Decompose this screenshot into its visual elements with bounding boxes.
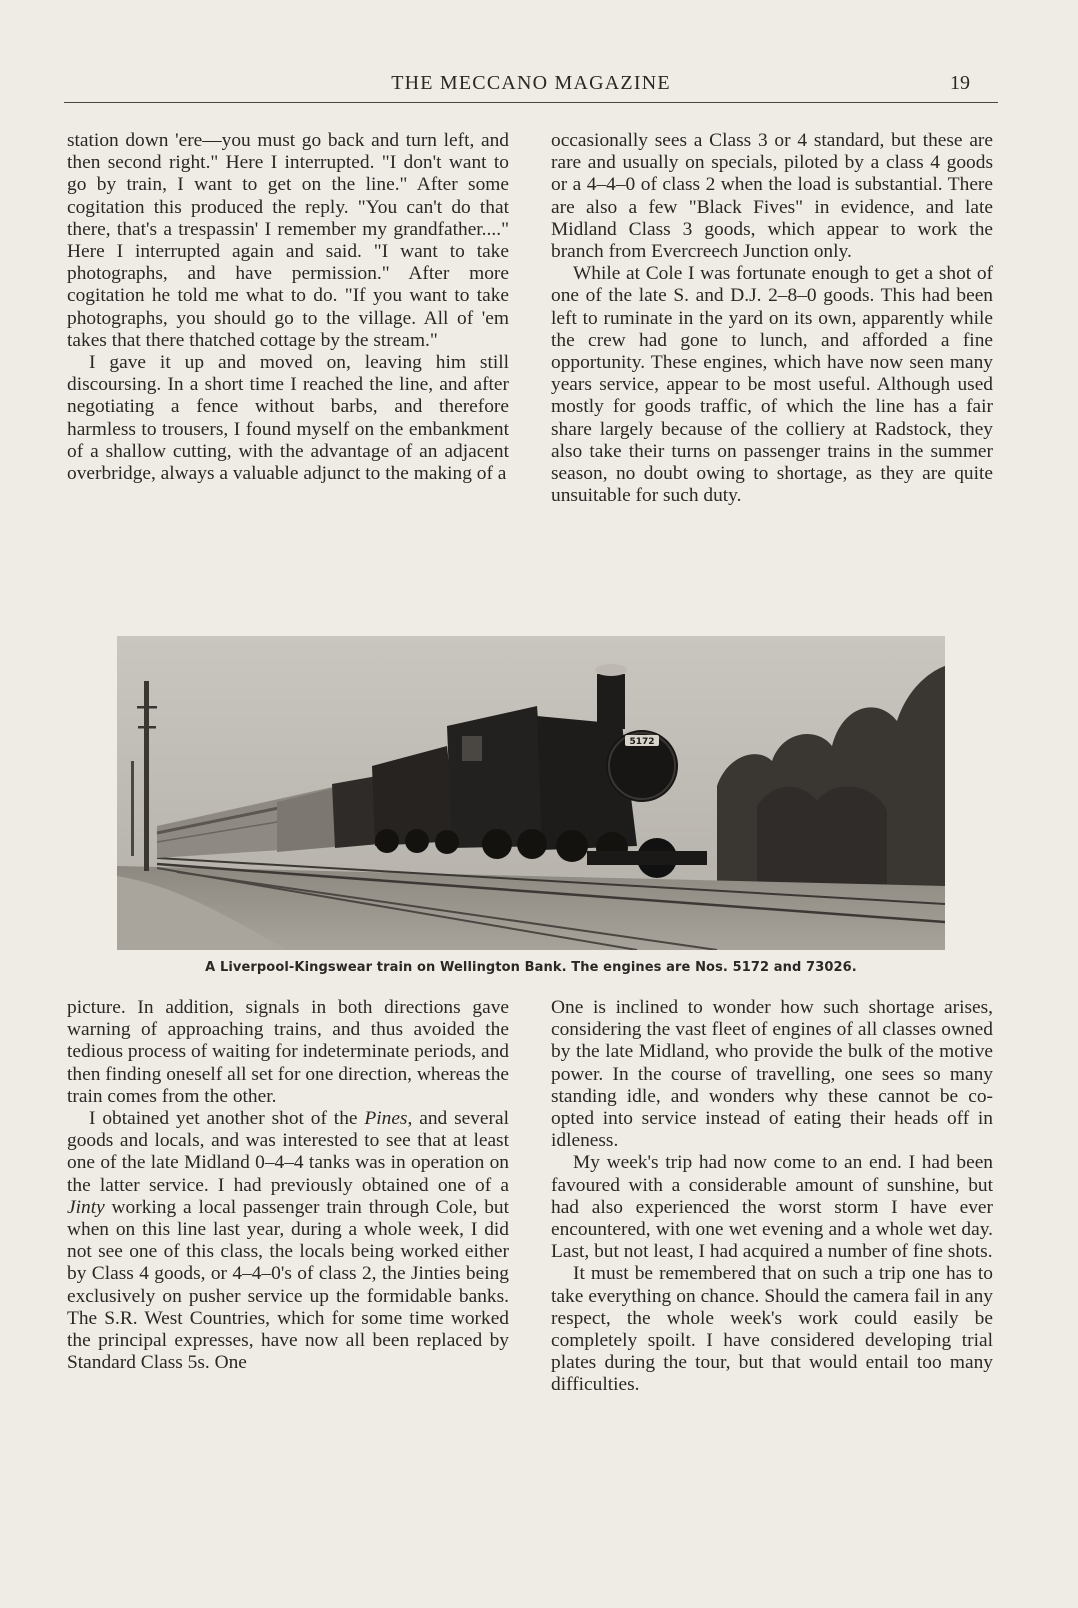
paragraph: picture. In addition, signals in both directions gave warning of approaching trains, and thus avoided the tedious process of waiting for indeterminate periods, and then finding oneself all set for one direction, whereas the train comes from the other. [67,997,509,1107]
paragraph: occasionally sees a Class 3 or 4 standard, but these are rare and usually on specials, piloted by a class 4 goods or a 4–4–0 of class 2 when the load is substantial. There are also a few "Black Fives" in evidence, and late Midland Class 3 goods, which appear to work the branch from Evercreech Junction only. [551,130,993,263]
paragraph: I gave it up and moved on, leaving him still discoursing. In a short time I reached the line, and after negotiating a fence without barbs, and therefore harmless to trousers, I found myself on the embankment of a shallow cutting, with the advantage of an adjacent overbridge, always a valuable adjunct to the making of a [67,352,509,485]
paragraph: My week's trip had now come to an end. I had been favoured with a considerable amount of sunshine, but had also experienced the worst storm I have ever encountered, with one wet evening and a whole wet day. Last, but not least, I had acquired a number of fine shots. [551,1152,993,1263]
magazine-title: THE MECCANO MAGAZINE [391,72,671,94]
smokebox-number-plate: 5172 [629,737,655,747]
page-number: 19 [950,72,970,94]
train-photograph [117,636,945,950]
column-bottom-left [67,997,509,1374]
paragraph: One is inclined to wonder how such shortage arises, considering the vast fleet of engines of all classes owned by the late Midland, who provide the bulk of the motive power. In the course of travelling, one sees so many standing idle, and wonders why these cannot be co-opted into service instead of eating their heads off in idleness. [551,997,993,1152]
paragraph: While at Cole I was fortunate enough to get a shot of one of the late S. and D.J. 2–8–0 goods. This had been left to ruminate in the yard on its own, apparently while the crew had gone to lunch, and afforded a fine opportunity. These engines, which have now seen many years service, appear to be most useful. Although used mostly for goods traffic, of which the line has a fair share largely because of the colliery at Radstock, they also take their turns on passenger trains in the summer season, no doubt owing to shortage, as they are quite unsuitable for such duty. [551,263,993,507]
paragraph: station down 'ere—you must go back and turn left, and then second right." Here I interrupted. "I don't want to go by train, I want to get on the line." After some cogitation this produced the reply. "You can't do that there, that's a trespassin' I remember my grandfather...." Here I interrupted again and said. "I want to take photographs, and have permission." After more cogitation he told me what to do. "If you want to take photographs, you should go to the village. All of 'em takes that there thatched cottage by the stream." [67,130,509,351]
paragraph: It must be remembered that on such a trip one has to take everything on chance. Should the camera fail in any respect, the whole week's work could easily be completely spoilt. I have considered developing trial plates during the tour, but that would entail too many difficulties. [551,1263,993,1396]
column-top-left [67,130,509,485]
photo-illustration [117,636,945,950]
text-run: I obtained yet another shot of the [89,1108,365,1130]
italic-pines: Pines [364,1108,408,1130]
page-header [64,72,998,103]
photo-caption: A Liverpool-Kingswear train on Wellington Bank. The engines are Nos. 5172 and 73026. [205,960,857,975]
column-bottom-right [551,997,993,1397]
italic-jinty: Jinty [67,1196,105,1218]
text-run: , and several goods and locals, and was interested to see that at least one of the late Midland 0–4–4 tanks was in operation on the latter service. I had previously obtained one of a [67,1108,509,1196]
text-run: working a local passenger train through Cole, but when on this line last year, during a whole week, I did not see one of this class, the locals being worked either by Class 4 goods, or 4–4–0's of class 2, the Jinties being exclusively on pusher service up the formidable banks. The S.R. West Countries, which for some time worked the principal expresses, have now all been replaced by Standard Class 5s. One [67,1196,509,1374]
column-top-right [551,130,993,507]
paragraph [67,1108,509,1374]
